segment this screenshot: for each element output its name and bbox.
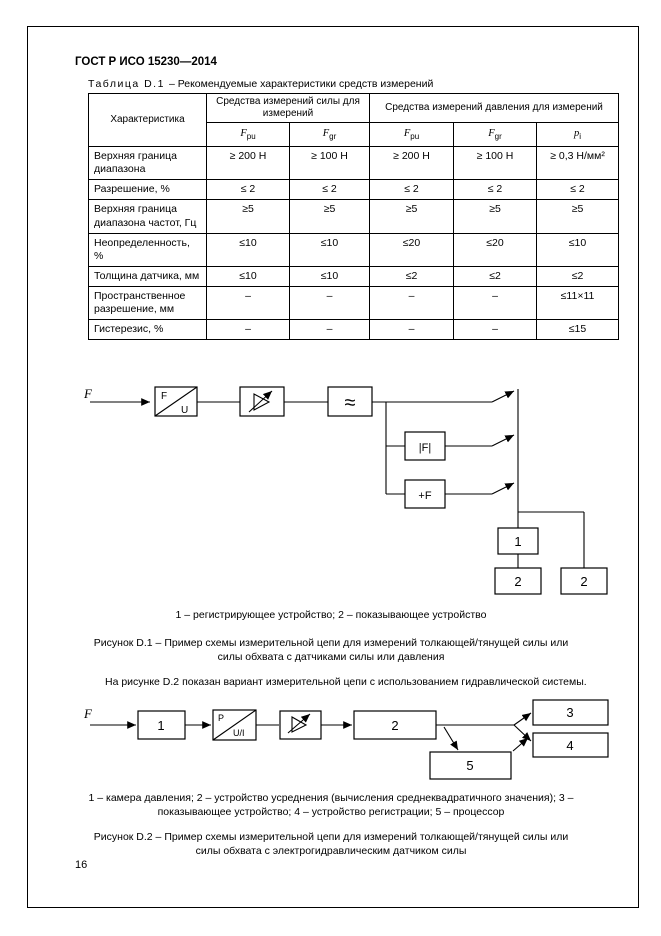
cell: ≥5	[537, 200, 619, 233]
figure-d2-diagram	[72, 694, 632, 786]
force-input-label: F	[84, 386, 92, 401]
row-label: Толщина датчика, мм	[89, 266, 207, 286]
block5-label: 5	[466, 758, 474, 773]
group-header-force: Средства измерений силы для измерений	[207, 94, 370, 123]
table-caption-prefix: Таблица D.1	[88, 78, 165, 90]
branch-arrow-to-3	[514, 713, 531, 725]
cell: ≤2	[454, 266, 537, 286]
block2-label: 2	[391, 718, 399, 733]
cell: ≤2	[537, 266, 619, 286]
cell: ≤ 2	[207, 180, 290, 200]
table-group-header-row	[89, 94, 619, 123]
cell: ≤20	[370, 233, 454, 266]
body-paragraph: На рисунке D.2 показан вариант измерительной цепи с использованием гидравлической системы.	[105, 676, 587, 688]
switch-icon	[492, 435, 514, 446]
cell: ≥5	[207, 200, 290, 233]
arrow-from-5	[513, 738, 528, 751]
cell: –	[290, 287, 370, 320]
cell: ≥ 0,3 Н/мм²	[537, 147, 619, 180]
cell: ≤ 2	[370, 180, 454, 200]
branch-arrow-to-4	[514, 725, 531, 741]
table-caption-text: – Рекомендуемые характеристики средств измерений	[168, 78, 434, 90]
display-right-label: 2	[580, 574, 588, 589]
cell: ≤10	[207, 266, 290, 286]
figure-d2-caption: Рисунок D.2 – Пример схемы измерительной цепи для измерений толкающей/тянущей силы или силы обхвата с электрогидравлическим датчиком силы	[93, 831, 569, 858]
figure-d1-caption: Рисунок D.1 – Пример схемы измерительной цепи для измерений толкающей/тянущей силы или силы обхвата с датчиками силы или давления	[93, 637, 569, 664]
subcol-pressure-fgr: $F_{gr}$	[454, 123, 537, 147]
cell: –	[454, 287, 537, 320]
switch-icon	[492, 391, 514, 402]
row-label: Разрешение, %	[89, 180, 207, 200]
display-left-label: 2	[514, 574, 522, 589]
amplifier-block	[280, 711, 321, 739]
row-label: Верхняя граница диапазона частот, Гц	[89, 200, 207, 233]
cell: ≤10	[537, 233, 619, 266]
cell: ≤15	[537, 320, 619, 340]
cell: ≤11×11	[537, 287, 619, 320]
cell: ≥ 100 Н	[290, 147, 370, 180]
recorder-label: 1	[514, 534, 522, 549]
subcol-force-fgr: $F_{gr}$	[290, 123, 370, 147]
table-row	[89, 233, 619, 266]
cell: ≥5	[290, 200, 370, 233]
cell: ≤ 2	[454, 180, 537, 200]
switch-icon	[492, 483, 514, 494]
abs-force-label: |F|	[418, 442, 432, 454]
block1-label: 1	[157, 718, 165, 733]
table-row	[89, 200, 619, 233]
cell: ≥5	[370, 200, 454, 233]
table-row	[89, 147, 619, 180]
table-row	[89, 320, 619, 340]
subcol-pressure-pi: $p_i$	[537, 123, 619, 147]
cell: –	[290, 320, 370, 340]
figure-d1-diagram	[72, 376, 632, 602]
cell: ≤ 2	[290, 180, 370, 200]
cell: –	[207, 287, 290, 320]
cell: ≥ 200 Н	[370, 147, 454, 180]
converter-bottom-label: U	[181, 405, 189, 416]
cell: –	[454, 320, 537, 340]
row-label: Верхняя граница диапазона	[89, 147, 207, 180]
table-caption	[88, 78, 433, 90]
converter-bottom-label: U/I	[233, 728, 245, 738]
row-label: Неопределенность, %	[89, 233, 207, 266]
cell: ≤10	[290, 266, 370, 286]
block3-label: 3	[566, 705, 574, 720]
table-row	[89, 180, 619, 200]
document-header: ГОСТ Р ИСО 15230—2014	[75, 56, 217, 68]
plus-force-label: +F	[418, 490, 432, 502]
table-d1	[88, 93, 619, 340]
figure-d1-legend: 1 – регистрирующее устройство; 2 – показывающее устройство	[175, 609, 487, 621]
row-label: Гистерезис, %	[89, 320, 207, 340]
converter-top-label: F	[161, 391, 168, 402]
page-number: 16	[75, 859, 88, 871]
figure-d2-legend: 1 – камера давления; 2 – устройство усреднения (вычисления среднеквадратичного значения); 3 – показывающее устройство; 4 – устройство регистрации; 5 – процессор	[88, 792, 574, 819]
force-input-label: F	[84, 706, 92, 721]
cell: ≤10	[207, 233, 290, 266]
row-label: Пространственное разрешение, мм	[89, 287, 207, 320]
col-header-characteristic: Характеристика	[89, 94, 207, 147]
table-row	[89, 287, 619, 320]
group-header-pressure: Средства измерений давления для измерений	[370, 94, 619, 123]
cell: –	[207, 320, 290, 340]
filter-icon: ≈	[344, 392, 356, 414]
cell: ≥ 200 Н	[207, 147, 290, 180]
cell: –	[370, 287, 454, 320]
cell: ≤ 2	[537, 180, 619, 200]
cell: ≥ 100 Н	[454, 147, 537, 180]
arrow-to-5	[444, 727, 458, 750]
cell: ≥5	[454, 200, 537, 233]
subcol-pressure-fpu: $F_{pu}$	[370, 123, 454, 147]
converter-top-label: P	[218, 713, 225, 723]
amplifier-block	[240, 387, 284, 416]
table-row	[89, 266, 619, 286]
cell: ≤20	[454, 233, 537, 266]
cell: –	[370, 320, 454, 340]
cell: ≤2	[370, 266, 454, 286]
subcol-force-fpu: $F_{pu}$	[207, 123, 290, 147]
block4-label: 4	[566, 738, 574, 753]
cell: ≤10	[290, 233, 370, 266]
